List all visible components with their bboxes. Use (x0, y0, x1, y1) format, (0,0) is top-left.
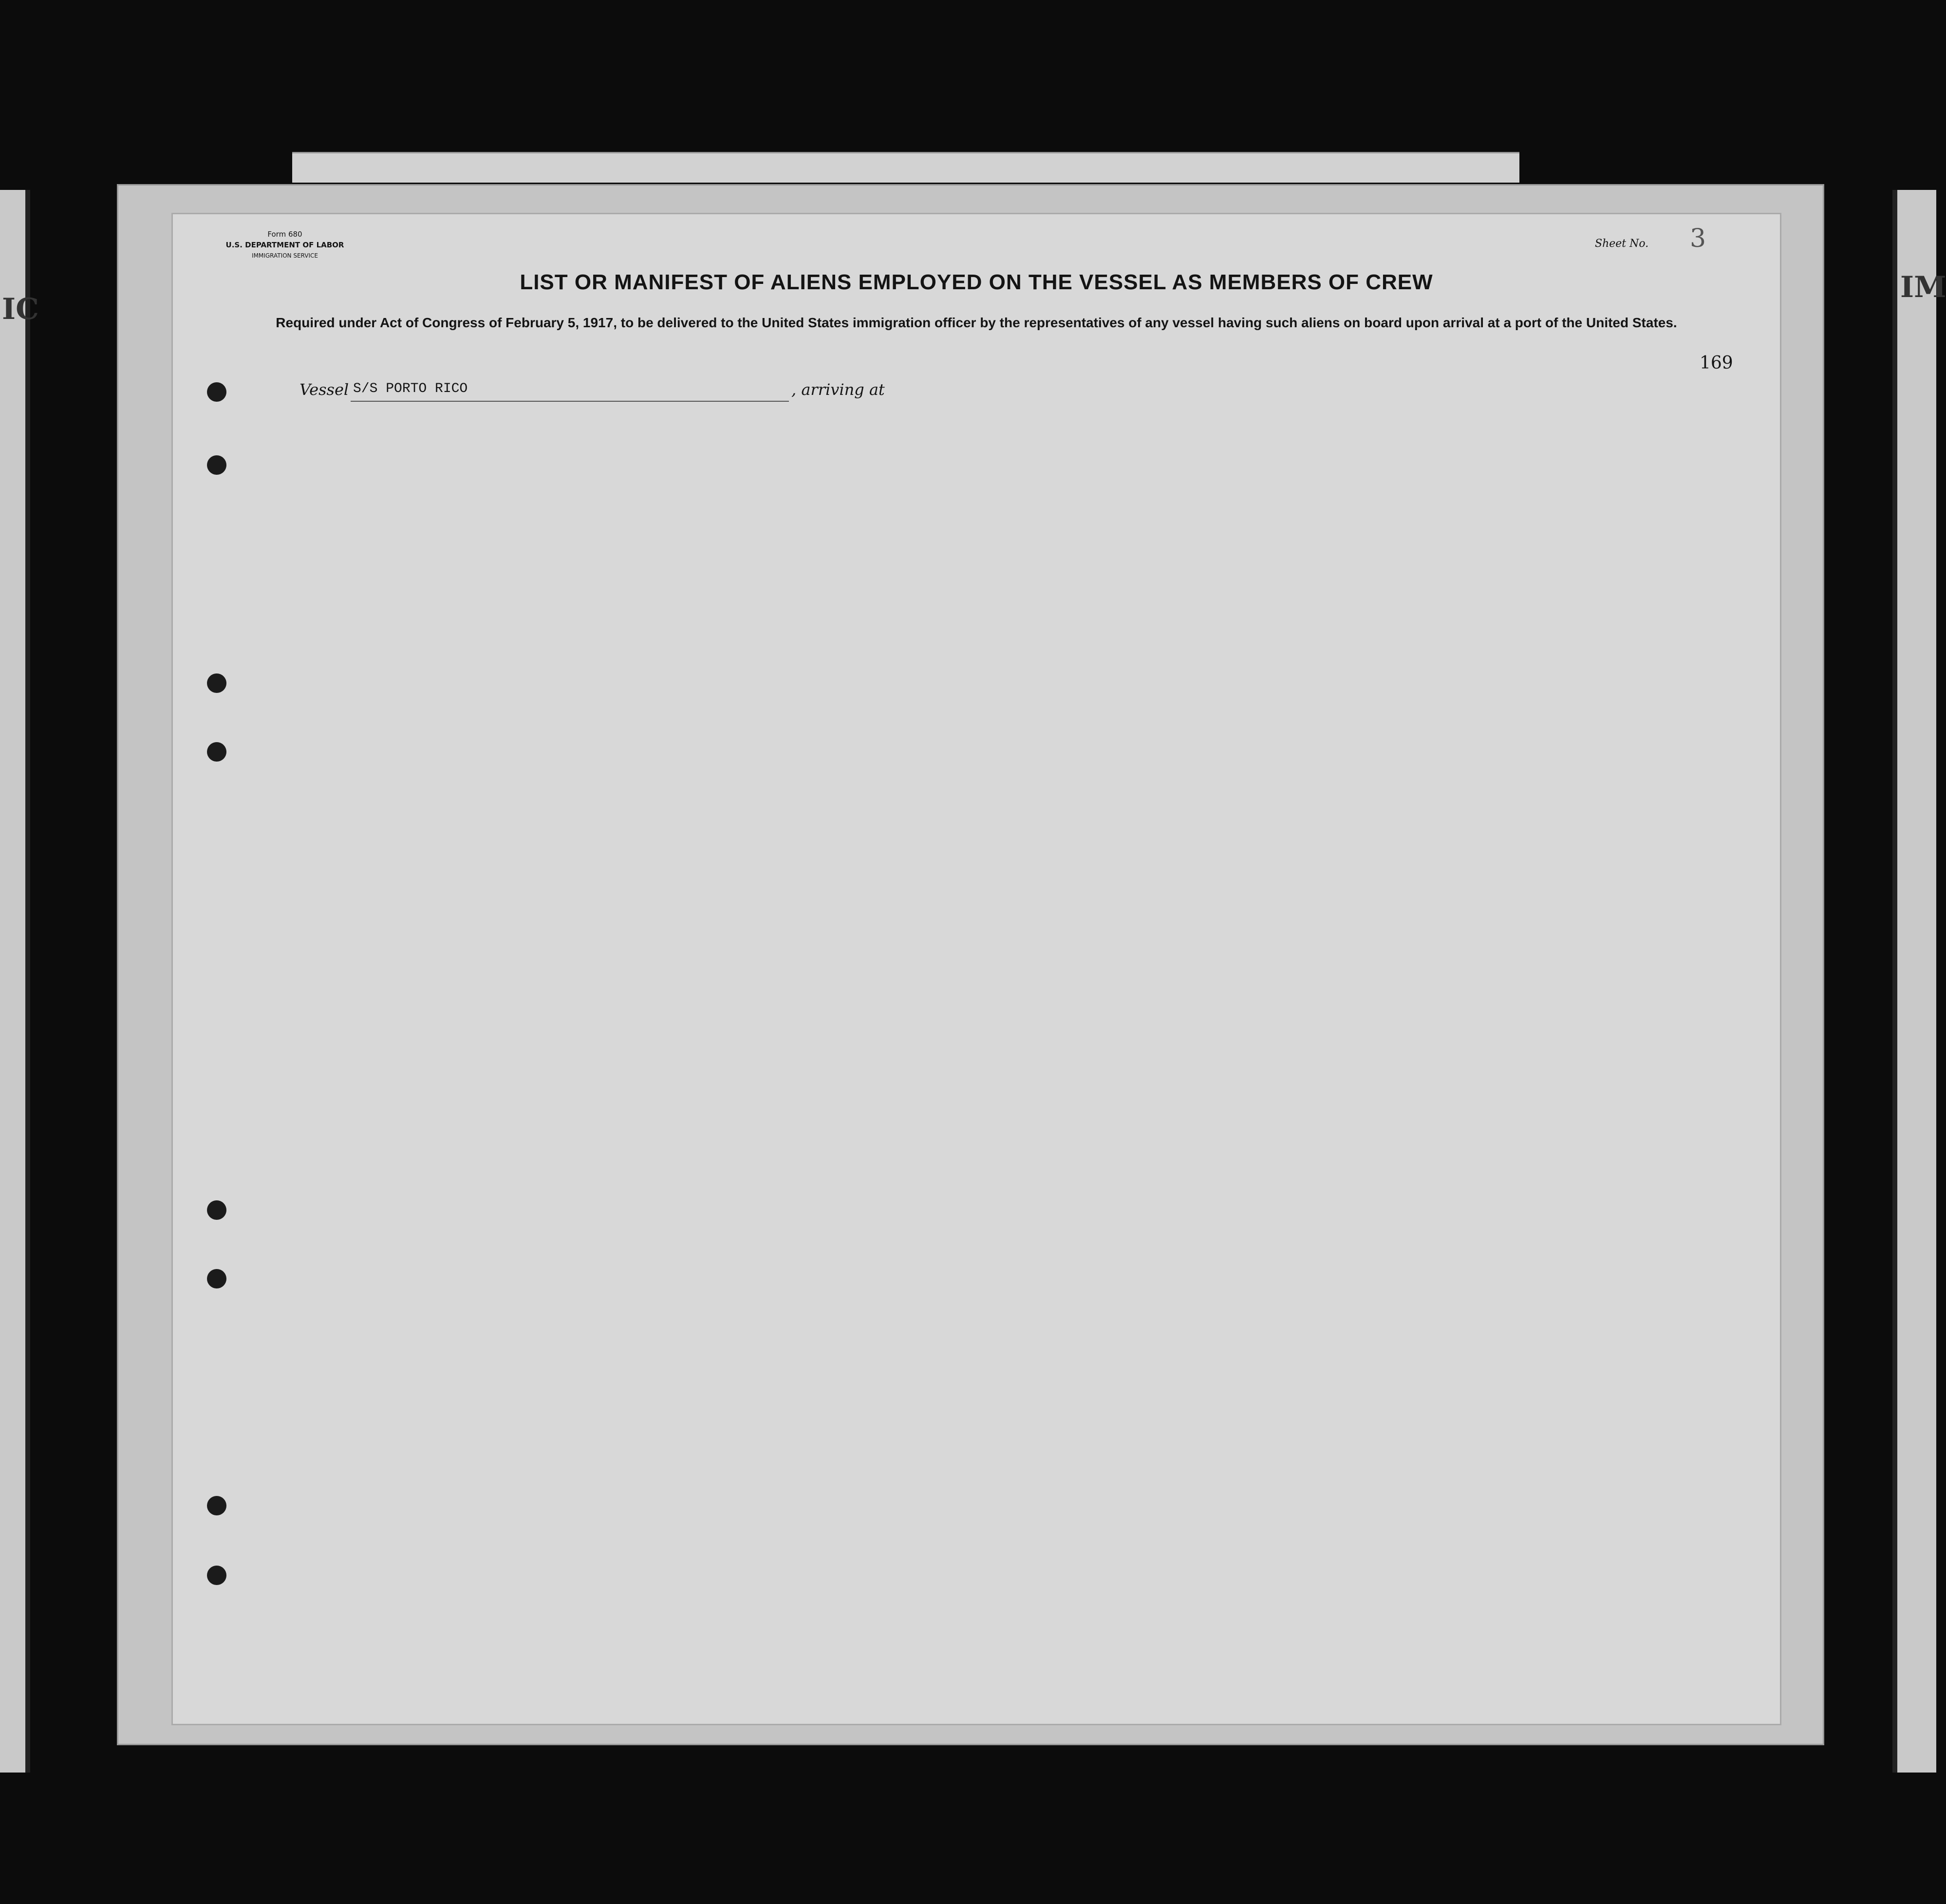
sheet-number: 3 (1690, 224, 1706, 253)
stacked-page-edge (292, 152, 1519, 183)
punch-hole (207, 1496, 226, 1515)
department-name: U.S. DEPARTMENT OF LABOR (225, 241, 344, 249)
arriving-label: , arriving at (791, 380, 885, 399)
service-name: IMMIGRATION SERVICE (252, 252, 318, 259)
form-number: Form 680 (267, 230, 302, 239)
punch-hole (207, 742, 226, 762)
vessel-name: S/S PORTO RICO (353, 381, 468, 396)
page-title: LIST OR MANIFEST OF ALIENS EMPLOYED ON THE VESSEL AS MEMBERS OF CREW (520, 270, 1433, 294)
adjacent-page-fragment: IM (1900, 270, 1946, 304)
punch-hole (207, 1269, 226, 1288)
punch-hole (207, 1200, 226, 1220)
page-subtitle: Required under Act of Congress of February 5, 1917, to be delivered to the United States immigration officer by the representatives of any vessel having such aliens on board upon arrival at a port of the United States. (276, 315, 1677, 330)
page-number: 169 (1700, 353, 1733, 373)
punch-hole (207, 1566, 226, 1585)
vessel-label: Vessel (299, 380, 349, 399)
adjacent-page-fragment: IC (2, 292, 39, 326)
sheet-number-label: Sheet No. (1595, 238, 1649, 250)
manifest-sheet (173, 214, 1780, 1724)
adjacent-page-right (1892, 190, 1946, 1773)
vessel-info-row (173, 377, 1780, 407)
form-identifier (205, 229, 365, 261)
underline (351, 401, 789, 402)
punch-hole (207, 455, 226, 475)
adjacent-page-left (0, 190, 39, 1773)
punch-hole (207, 673, 226, 693)
